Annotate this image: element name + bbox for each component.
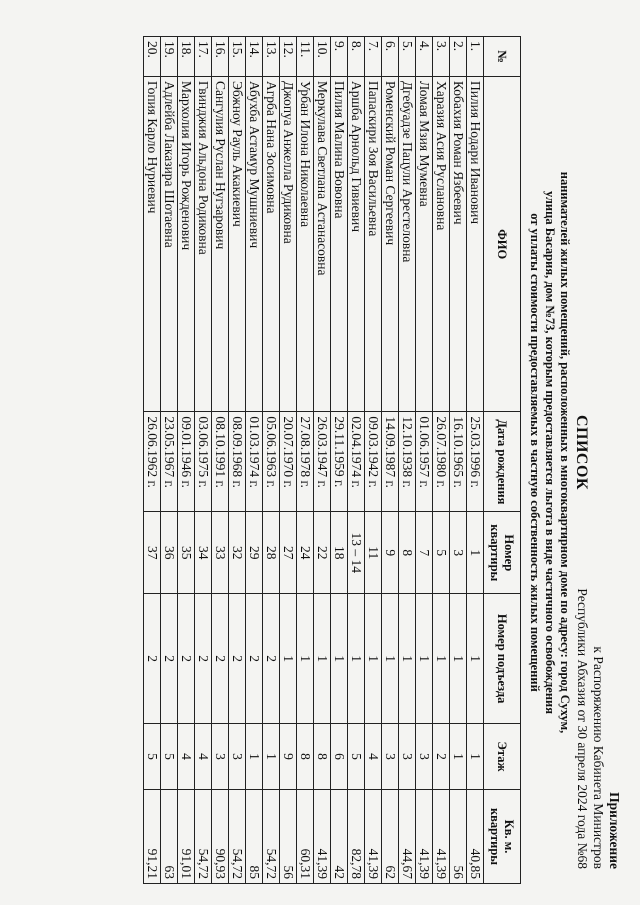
- row-dob: 09.03.1942 г.: [365, 412, 382, 512]
- row-floor: 5: [161, 724, 178, 790]
- row-num: 10.: [314, 37, 331, 77]
- row-floor: 6: [331, 724, 348, 790]
- row-area: 54,72: [263, 790, 280, 884]
- row-dob: 26.07.1980 г.: [433, 412, 450, 512]
- row-entrance: 1: [365, 594, 382, 724]
- row-num: 12.: [280, 37, 297, 77]
- row-entrance: 2: [263, 594, 280, 724]
- row-apt: 28: [263, 512, 280, 594]
- row-entrance: 2: [246, 594, 263, 724]
- row-apt: 34: [195, 512, 212, 594]
- row-dob: 09.01.1946 г.: [178, 412, 195, 512]
- row-name: Ломая Мзия Мумевна: [416, 76, 433, 411]
- row-num: 4.: [416, 37, 433, 77]
- header-apt: Номер квартиры: [484, 512, 521, 594]
- row-name: Меркулава Светлана Астанасовна: [314, 76, 331, 411]
- row-name: Гопия Карло Нуриевич: [144, 76, 161, 411]
- row-dob: 02.04.1974 г.: [348, 412, 365, 512]
- row-dob: 26.03.1947 г.: [314, 412, 331, 512]
- row-dob: 20.07.1970 г.: [280, 412, 297, 512]
- row-area: 41,39: [433, 790, 450, 884]
- table-row: [467, 37, 484, 884]
- table-row: [382, 37, 399, 884]
- row-floor: 4: [195, 724, 212, 790]
- row-area: 42: [331, 790, 348, 884]
- row-name: Урбан Илона Николаевна: [297, 76, 314, 411]
- row-area: 82,78: [348, 790, 365, 884]
- header-num: №: [484, 37, 521, 77]
- row-apt: 36: [161, 512, 178, 594]
- header-area: Кв. м. квартиры: [484, 790, 521, 884]
- row-floor: 3: [416, 724, 433, 790]
- row-apt: 18: [331, 512, 348, 594]
- heading-line-1: нанимателей жилых помещений, расположенных в многоквартирном доме по адресу: город Сухум,: [558, 171, 572, 734]
- row-area: 44,67: [399, 790, 416, 884]
- row-floor: 4: [178, 724, 195, 790]
- row-apt: 13 – 14: [348, 512, 365, 594]
- row-num: 13.: [263, 37, 280, 77]
- row-area: 41,39: [314, 790, 331, 884]
- row-dob: 12.10.1938 г.: [399, 412, 416, 512]
- row-apt: 27: [280, 512, 297, 594]
- row-name: Сангулия Руслан Нугзарович: [212, 76, 229, 411]
- row-entrance: 1: [331, 594, 348, 724]
- row-area: 54,72: [229, 790, 246, 884]
- row-entrance: 1: [280, 594, 297, 724]
- row-name: Абухба Астамур Мушниевич: [246, 76, 263, 411]
- table-row: [212, 37, 229, 884]
- row-floor: 1: [263, 724, 280, 790]
- table-row: [229, 37, 246, 884]
- annex-line-1: к Распоряжению Кабинета Министров: [591, 646, 606, 869]
- heading-line-2: улица Басария, дом №73, которым предоставляется льгота в виде частичного освобождения: [543, 190, 557, 715]
- row-entrance: 2: [161, 594, 178, 724]
- row-entrance: 1: [399, 594, 416, 724]
- row-name: Гвинджия Альдона Родиковна: [195, 76, 212, 411]
- row-area: 40,85: [467, 790, 484, 884]
- row-num: 20.: [144, 37, 161, 77]
- row-apt: 5: [433, 512, 450, 594]
- row-area: 91,01: [178, 790, 195, 884]
- row-num: 11.: [297, 37, 314, 77]
- row-num: 6.: [382, 37, 399, 77]
- row-name: Харазия Асия Руслановна: [433, 76, 450, 411]
- row-apt: 32: [229, 512, 246, 594]
- row-name: Роменский Роман Сергеевич: [382, 76, 399, 411]
- row-floor: 9: [280, 724, 297, 790]
- row-dob: 08.09.1968 г.: [229, 412, 246, 512]
- row-num: 18.: [178, 37, 195, 77]
- row-entrance: 2: [229, 594, 246, 724]
- heading-line-3: от уплаты стоимости предоставляемых в частную собственность жилых помещений: [528, 213, 542, 692]
- row-num: 19.: [161, 37, 178, 77]
- row-apt: 9: [382, 512, 399, 594]
- row-entrance: 2: [178, 594, 195, 724]
- table-row: [331, 37, 348, 884]
- row-name: Пилия Нодари Иванович: [467, 76, 484, 411]
- row-apt: 35: [178, 512, 195, 594]
- table-row: [297, 37, 314, 884]
- table-row: [246, 37, 263, 884]
- row-entrance: 2: [212, 594, 229, 724]
- row-dob: 03.06.1975 г.: [195, 412, 212, 512]
- row-num: 15.: [229, 37, 246, 77]
- row-area: 91,21: [144, 790, 161, 884]
- row-name: Эбжноу Рауль Акакиевич: [229, 76, 246, 411]
- row-dob: 05.06.1963 г.: [263, 412, 280, 512]
- row-num: 16.: [212, 37, 229, 77]
- row-apt: 11: [365, 512, 382, 594]
- row-dob: 25.03.1996 г.: [467, 412, 484, 512]
- row-entrance: 1: [416, 594, 433, 724]
- row-entrance: 1: [382, 594, 399, 724]
- row-floor: 1: [246, 724, 263, 790]
- row-name: Мархолия Игорь Рожденович: [178, 76, 195, 411]
- row-dob: 27.08.1978 г.: [297, 412, 314, 512]
- row-floor: 1: [450, 724, 467, 790]
- row-num: 17.: [195, 37, 212, 77]
- row-floor: 8: [297, 724, 314, 790]
- table-row: [399, 37, 416, 884]
- row-name: Папаскири Зоя Васильевна: [365, 76, 382, 411]
- row-area: 63: [161, 790, 178, 884]
- row-entrance: 2: [195, 594, 212, 724]
- row-floor: 5: [348, 724, 365, 790]
- annex-line-2: Республики Абхазия от 30 апреля 2024 года №68: [575, 588, 590, 869]
- row-entrance: 1: [433, 594, 450, 724]
- table-row: [365, 37, 382, 884]
- row-area: 60,31: [297, 790, 314, 884]
- row-name: Аршба Арнольд Гивиевич: [348, 76, 365, 411]
- row-num: 1.: [467, 37, 484, 77]
- row-apt: 29: [246, 512, 263, 594]
- table-row: [161, 37, 178, 884]
- row-dob: 01.03.1974 г.: [246, 412, 263, 512]
- header-dob: Дата рождения: [484, 412, 521, 512]
- row-entrance: 1: [348, 594, 365, 724]
- row-apt: 37: [144, 512, 161, 594]
- row-name: Дгебуадзе Пацули Арестеловна: [399, 76, 416, 411]
- table-row: [195, 37, 212, 884]
- row-area: 54,72: [195, 790, 212, 884]
- row-area: 85: [246, 790, 263, 884]
- row-dob: 26.06.1962 г.: [144, 412, 161, 512]
- row-dob: 08.10.1991 г.: [212, 412, 229, 512]
- row-area: 41,39: [365, 790, 382, 884]
- table-row: [144, 37, 161, 884]
- row-dob: 29.11.1959 г.: [331, 412, 348, 512]
- table-row: [178, 37, 195, 884]
- row-floor: 3: [399, 724, 416, 790]
- row-floor: 3: [229, 724, 246, 790]
- table-row: [314, 37, 331, 884]
- row-area: 90,93: [212, 790, 229, 884]
- row-floor: 2: [433, 724, 450, 790]
- table-row: [433, 37, 450, 884]
- table-row: [280, 37, 297, 884]
- header-entrance: Номер подъезда: [484, 594, 521, 724]
- row-floor: 3: [212, 724, 229, 790]
- row-num: 5.: [399, 37, 416, 77]
- row-dob: 16.10.1965 г.: [450, 412, 467, 512]
- table-row: [450, 37, 467, 884]
- row-entrance: 1: [450, 594, 467, 724]
- document-heading: [527, 0, 590, 905]
- table-row: [348, 37, 365, 884]
- row-entrance: 1: [467, 594, 484, 724]
- header-name: ФИО: [484, 76, 521, 411]
- row-area: 41,39: [416, 790, 433, 884]
- row-apt: 8: [399, 512, 416, 594]
- row-name: Пилия Малина Вововна: [331, 76, 348, 411]
- row-floor: 5: [144, 724, 161, 790]
- document-title: СПИСОК: [573, 414, 590, 491]
- row-num: 14.: [246, 37, 263, 77]
- row-apt: 22: [314, 512, 331, 594]
- row-apt: 33: [212, 512, 229, 594]
- row-floor: 1: [467, 724, 484, 790]
- row-apt: 7: [416, 512, 433, 594]
- header-floor: Этаж: [484, 724, 521, 790]
- row-dob: 01.06.1957 г.: [416, 412, 433, 512]
- row-entrance: 1: [314, 594, 331, 724]
- tenants-table: [143, 36, 521, 884]
- row-name: Адлейба Лаказира Шотаевна: [161, 76, 178, 411]
- row-area: 62: [382, 790, 399, 884]
- row-apt: 24: [297, 512, 314, 594]
- row-area: 56: [280, 790, 297, 884]
- annex-title: Приложение: [607, 792, 622, 869]
- row-dob: 14.09.1987 г.: [382, 412, 399, 512]
- row-name: Джопуа Анжелла Рудиковна: [280, 76, 297, 411]
- table-row: [263, 37, 280, 884]
- row-num: 9.: [331, 37, 348, 77]
- row-apt: 3: [450, 512, 467, 594]
- row-area: 56: [450, 790, 467, 884]
- row-name: Кобахия Роман Язбеевич: [450, 76, 467, 411]
- row-apt: 1: [467, 512, 484, 594]
- row-entrance: 1: [297, 594, 314, 724]
- row-entrance: 2: [144, 594, 161, 724]
- row-num: 3.: [433, 37, 450, 77]
- row-num: 7.: [365, 37, 382, 77]
- row-floor: 3: [382, 724, 399, 790]
- row-num: 8.: [348, 37, 365, 77]
- table-header-row: [484, 37, 521, 884]
- row-floor: 8: [314, 724, 331, 790]
- row-name: Агрба Нана Зосимовна: [263, 76, 280, 411]
- table-row: [416, 37, 433, 884]
- row-dob: 23.05.1967 г.: [161, 412, 178, 512]
- table-body: [144, 37, 484, 884]
- row-floor: 4: [365, 724, 382, 790]
- row-num: 2.: [450, 37, 467, 77]
